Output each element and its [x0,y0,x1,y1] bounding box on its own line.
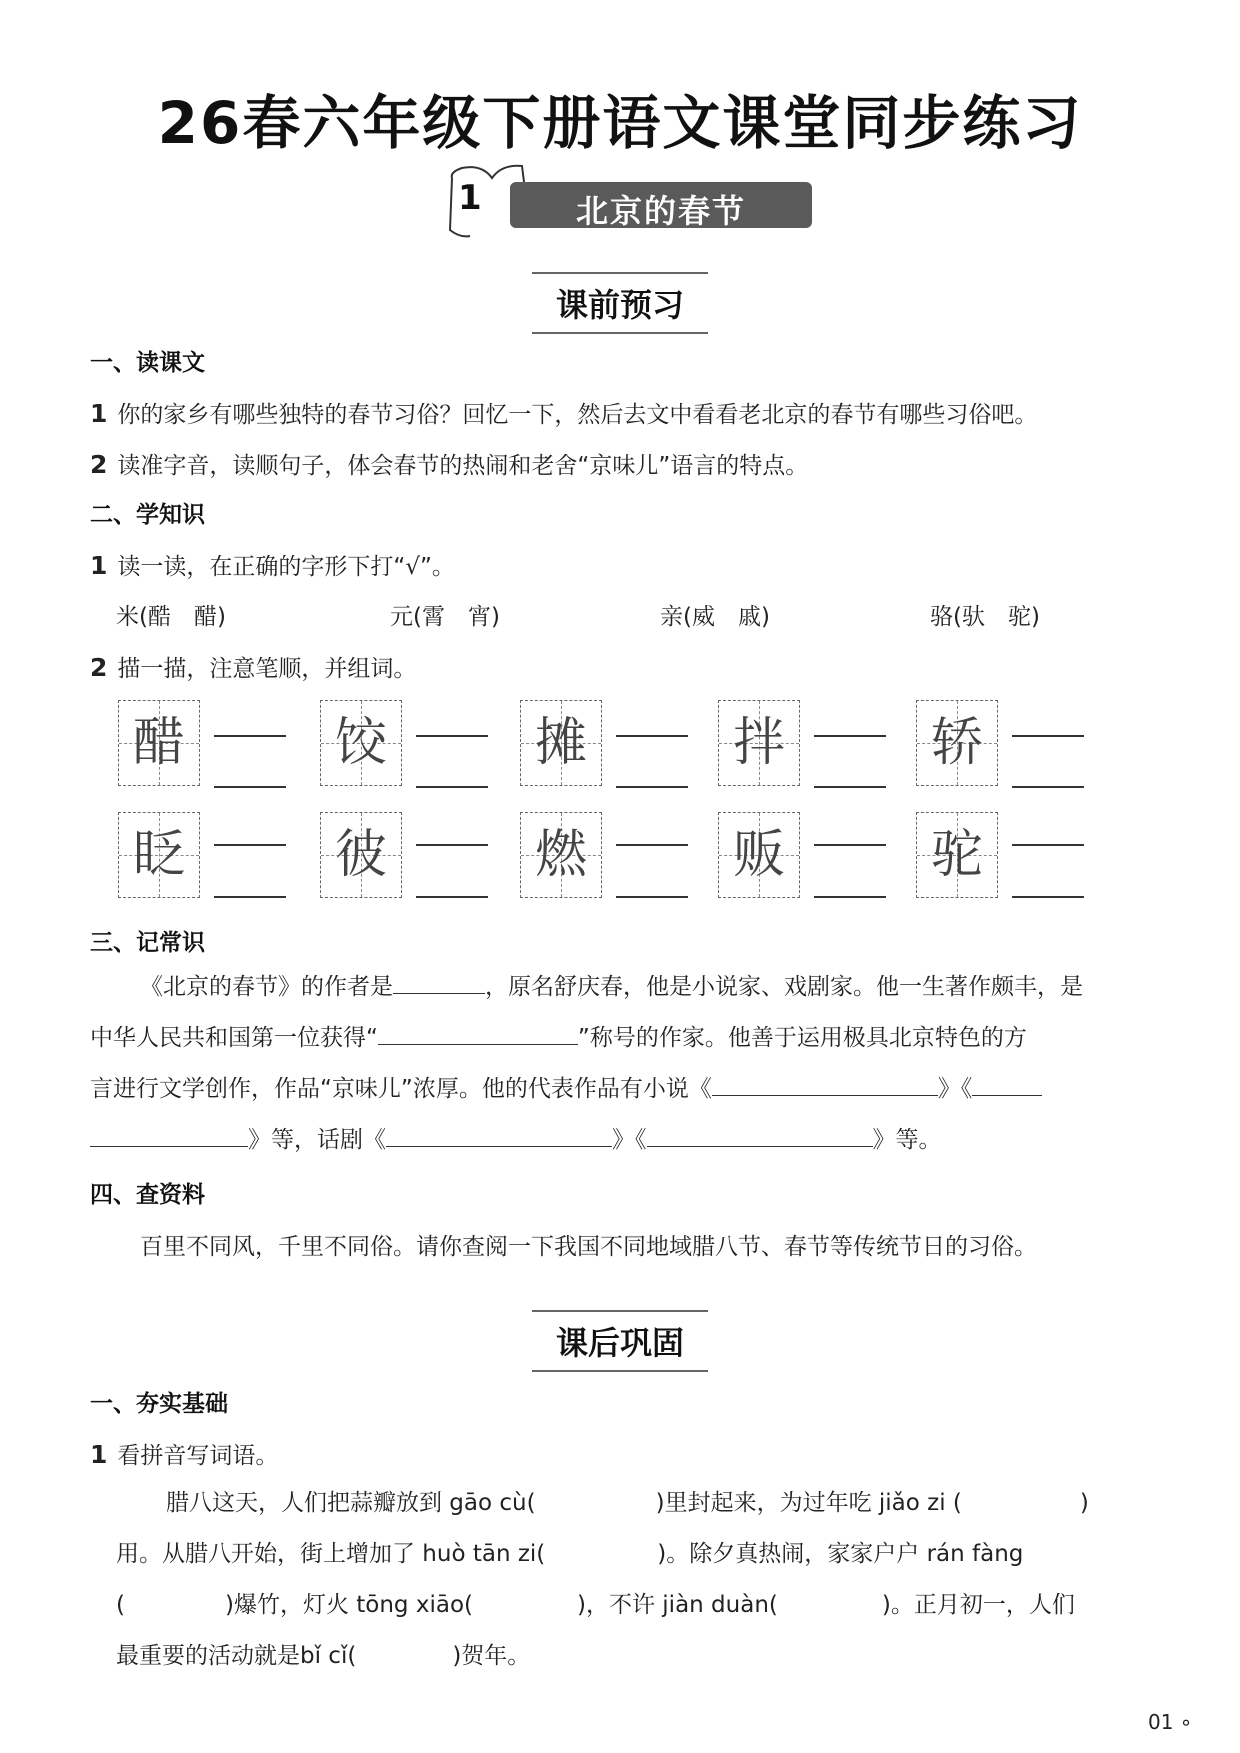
answer-line[interactable] [616,844,688,846]
tianzige-box [520,700,602,786]
answer-line[interactable] [616,896,688,898]
text-run: )爆竹，灯火 tōng xiāo( [224,1592,473,1618]
text-run: 《北京的春节》的作者是 [140,974,393,1000]
tianzige-box [718,812,800,898]
text-run: 》《 [937,1076,973,1102]
choice-1[interactable]: 米(酷 醋) [116,604,226,630]
item-number: 1 [90,551,108,580]
trace-char: 饺 [334,713,387,773]
trace-char: 贩 [732,825,785,885]
item-number: 1 [90,399,108,428]
pinyin-paragraph [116,1478,1160,1682]
trace-char: 驼 [930,825,983,885]
trace-item [520,700,690,790]
trace-char: 燃 [534,825,587,885]
drama-blank-1[interactable] [386,1124,612,1147]
review-banner-label: 课后巩固 [532,1310,708,1372]
section-heading-knowledge: 三、记常识 [90,930,205,956]
answer-line[interactable] [616,735,688,737]
page-number-text: 01 [1148,1710,1174,1734]
answer-line[interactable] [214,786,286,788]
drama-blank-2[interactable] [647,1124,873,1147]
review-banner [0,1310,1240,1372]
trace-char: 摊 [534,713,587,773]
trace-item [718,700,888,790]
choice-4[interactable]: 骆(驮 驼) [930,604,1040,630]
trace-char: 眨 [132,825,185,885]
text-run: ( [116,1592,125,1618]
trace-item [520,812,690,902]
text-run: 》《 [612,1127,647,1153]
preview-banner [0,272,1240,334]
author-blank[interactable] [393,971,485,994]
trace-item [718,812,888,902]
answer-line[interactable] [214,844,286,846]
tianzige-box [520,812,602,898]
tianzige-box [320,700,402,786]
page-number [1148,1710,1192,1734]
section-heading-research: 四、查资料 [90,1182,205,1208]
text-run: 中华人民共和国第一位获得“ [90,1025,378,1051]
answer-line[interactable] [814,844,886,846]
answer-line[interactable] [416,735,488,737]
text-run: ) [1079,1490,1089,1516]
lesson-title-bar [510,182,812,228]
page-title: 26春六年级下册语文课堂同步练习 [157,89,1083,157]
page-dot-icon: ∘ [1173,1710,1193,1734]
item-number: 1 [90,1440,108,1469]
trace-item [118,700,288,790]
item-text: 你的家乡有哪些独特的春节习俗？回忆一下，然后去文中看看老北京的春节有哪些习俗吧。 [117,402,1038,428]
tianzige-box [118,812,200,898]
answer-line[interactable] [214,896,286,898]
tianzige-box [916,700,998,786]
answer-line[interactable] [814,735,886,737]
trace-item [320,812,490,902]
text-run: 》等。 [872,1127,942,1153]
tianzige-box [718,700,800,786]
novel-blank-2-cont[interactable] [90,1124,248,1147]
pinyin-question [90,1437,278,1470]
item-text: 描一描，注意笔顺，并组词。 [117,656,417,682]
trace-char: 醋 [132,713,185,773]
answer-line[interactable] [814,786,886,788]
read-item-2 [90,447,808,480]
section-heading-basics: 一、夯实基础 [90,1391,228,1417]
item-text: 看拼音写词语。 [117,1443,279,1469]
item-text: 读一读，在正确的字形下打“√”。 [117,554,455,580]
research-text: 百里不同风，千里不同俗。请你查阅一下我国不同地域腊八节、春节等传统节日的习俗。 [140,1234,1037,1260]
lesson-number: 1 [458,178,482,218]
text-run: 最重要的活动就是bǐ cǐ( [116,1643,357,1669]
item-text: 读准字音，读顺句子，体会春节的热闹和老舍“京味儿”语言的特点。 [117,453,809,479]
answer-line[interactable] [214,735,286,737]
choice-2[interactable]: 元(霄 宵) [390,604,500,630]
lesson-badge [440,158,820,238]
text-run: )里封起来，为过年吃 jiǎo zi ( [655,1490,962,1516]
trace-char: 轿 [930,713,983,773]
text-run: 腊八这天，人们把蒜瓣放到 gāo cù( [166,1490,536,1516]
trace-item [320,700,490,790]
item-number: 2 [90,450,108,479]
trace-char: 拌 [732,713,785,773]
trace-char: 彼 [334,825,387,885]
trace-item [916,812,1086,902]
learn-question-2 [90,650,416,683]
section-heading-learn: 二、学知识 [90,502,205,528]
answer-line[interactable] [1012,735,1084,737]
answer-line[interactable] [416,896,488,898]
lesson-title: 北京的春节 [575,192,746,230]
answer-line[interactable] [1012,844,1084,846]
title-honor-blank[interactable] [378,1022,578,1045]
text-run: 》等，话剧《 [248,1127,386,1153]
answer-line[interactable] [616,786,688,788]
text-run: )。正月初一，人们 [881,1592,1075,1618]
novel-blank-1[interactable] [712,1073,938,1096]
text-run: )贺年。 [452,1643,531,1669]
section-heading-read: 一、读课文 [90,350,205,376]
text-run: 言进行文学创作，作品“京味儿”浓厚。他的代表作品有小说《 [90,1076,712,1102]
text-run: ，原名舒庆春，他是小说家、戏剧家。他一生著作颇丰，是 [485,974,1083,1000]
text-run: )。除夕真热闹，家家户户 rán fàng [657,1541,1024,1567]
trace-item [118,812,288,902]
trace-item [916,700,1086,790]
preview-banner-label: 课前预习 [532,272,708,334]
answer-line[interactable] [1012,786,1084,788]
learn-question-1 [90,548,455,581]
text-run: 用。从腊八开始，街上增加了 huò tān zi( [116,1541,546,1567]
answer-line[interactable] [1012,896,1084,898]
answer-line[interactable] [416,844,488,846]
item-number: 2 [90,653,108,682]
answer-line[interactable] [416,786,488,788]
tianzige-box [118,700,200,786]
text-run: )，不许 jiàn duàn( [577,1592,778,1618]
tianzige-box [320,812,402,898]
read-item-1 [90,396,1037,429]
choice-3[interactable]: 亲(威 戚) [660,604,770,630]
knowledge-paragraph [90,962,1160,1166]
novel-blank-2[interactable] [972,1073,1042,1096]
text-run: ”称号的作家。他善于运用极具北京特色的方 [577,1025,1027,1051]
tianzige-box [916,812,998,898]
answer-line[interactable] [814,896,886,898]
